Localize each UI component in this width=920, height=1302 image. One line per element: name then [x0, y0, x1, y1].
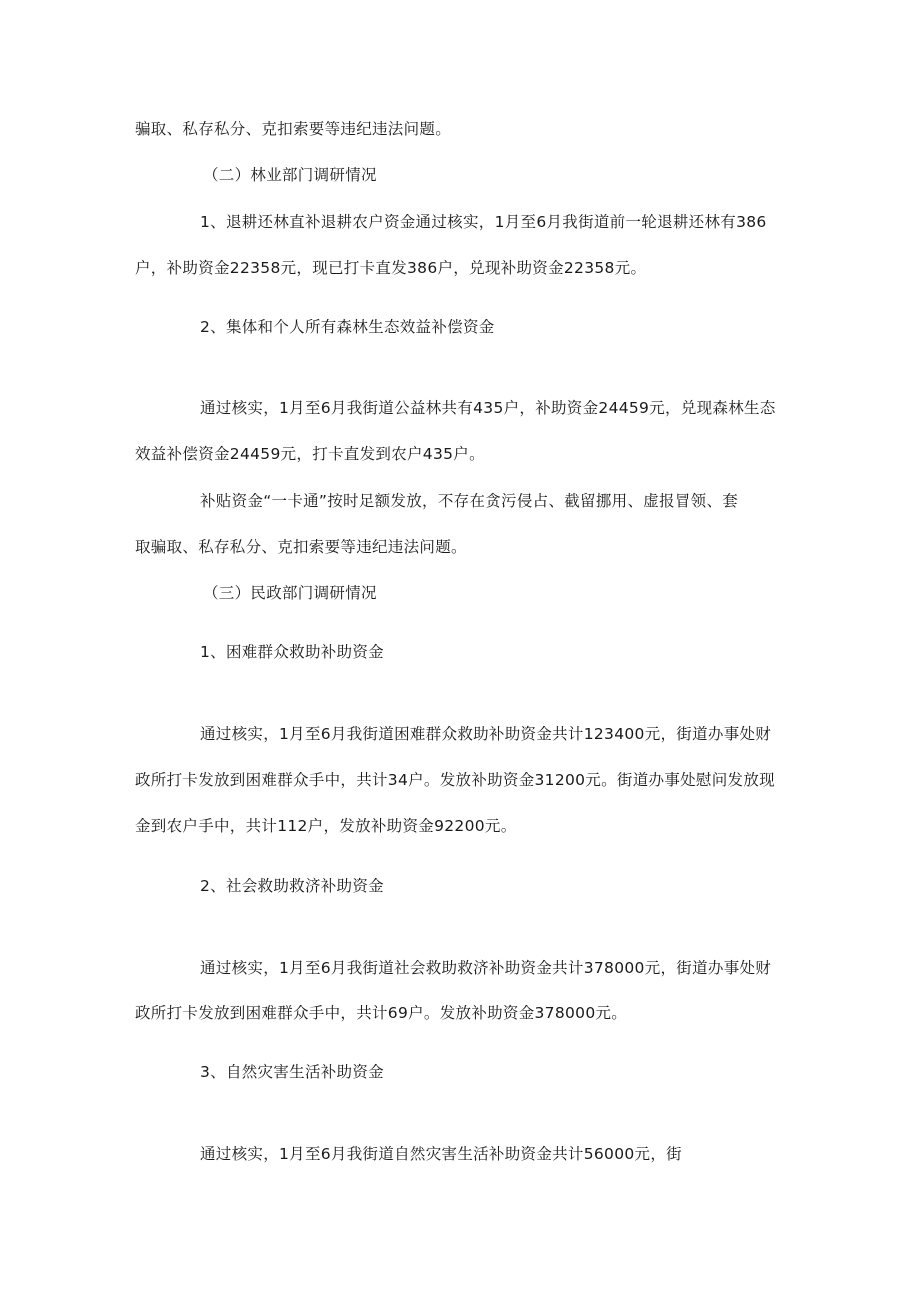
body-text-line: 骗取、私存私分、克扣索要等违纪违法问题。: [135, 120, 452, 138]
body-text-line: 补贴资金“一卡通”按时足额发放，不存在贪污侵占、截留挪用、虚报冒领、套: [200, 492, 739, 510]
body-text-line: 通过核实，1月至6月我街道社会救助救济补助资金共计378000元，街道办事处财: [200, 959, 772, 977]
body-text-line: 通过核实，1月至6月我街道困难群众救助补助资金共计123400元，街道办事处财: [200, 725, 772, 743]
body-text-line: 政所打卡发放到困难群众手中，共计34户。发放补助资金31200元。街道办事处慰问发放现: [135, 771, 775, 789]
body-text-line: 1、退耕还林直补退耕农户资金通过核实，1月至6月我街道前一轮退耕还林有386: [200, 213, 767, 231]
section-heading-forestry: （二）林业部门调研情况: [203, 166, 377, 184]
body-text-line: 通过核实，1月至6月我街道自然灾害生活补助资金共计56000元，街: [200, 1145, 682, 1163]
body-text-line: 通过核实，1月至6月我街道公益林共有435户，补助资金24459元，兑现森林生态: [200, 399, 776, 417]
body-text-line: 效益补偿资金24459元，打卡直发到农户435户。: [135, 445, 485, 463]
body-text-line: 金到农户手中，共计112户，发放补助资金92200元。: [135, 817, 517, 835]
section-heading-civil-affairs: （三）民政部门调研情况: [203, 584, 377, 602]
body-text-line: 户，补助资金22358元，现已打卡直发386户，兑现补助资金22358元。: [135, 259, 647, 277]
body-text-line: 取骗取、私存私分、克扣索要等违纪违法问题。: [135, 538, 467, 556]
body-text-line: 政所打卡发放到困难群众手中，共计69户。发放补助资金378000元。: [135, 1004, 628, 1022]
subheading-forest-compensation: 2、集体和个人所有森林生态效益补偿资金: [200, 318, 495, 336]
subheading-disaster-relief: 3、自然灾害生活补助资金: [200, 1063, 384, 1081]
subheading-hardship-relief: 1、困难群众救助补助资金: [200, 643, 384, 661]
subheading-social-relief: 2、社会救助救济补助资金: [200, 877, 384, 895]
